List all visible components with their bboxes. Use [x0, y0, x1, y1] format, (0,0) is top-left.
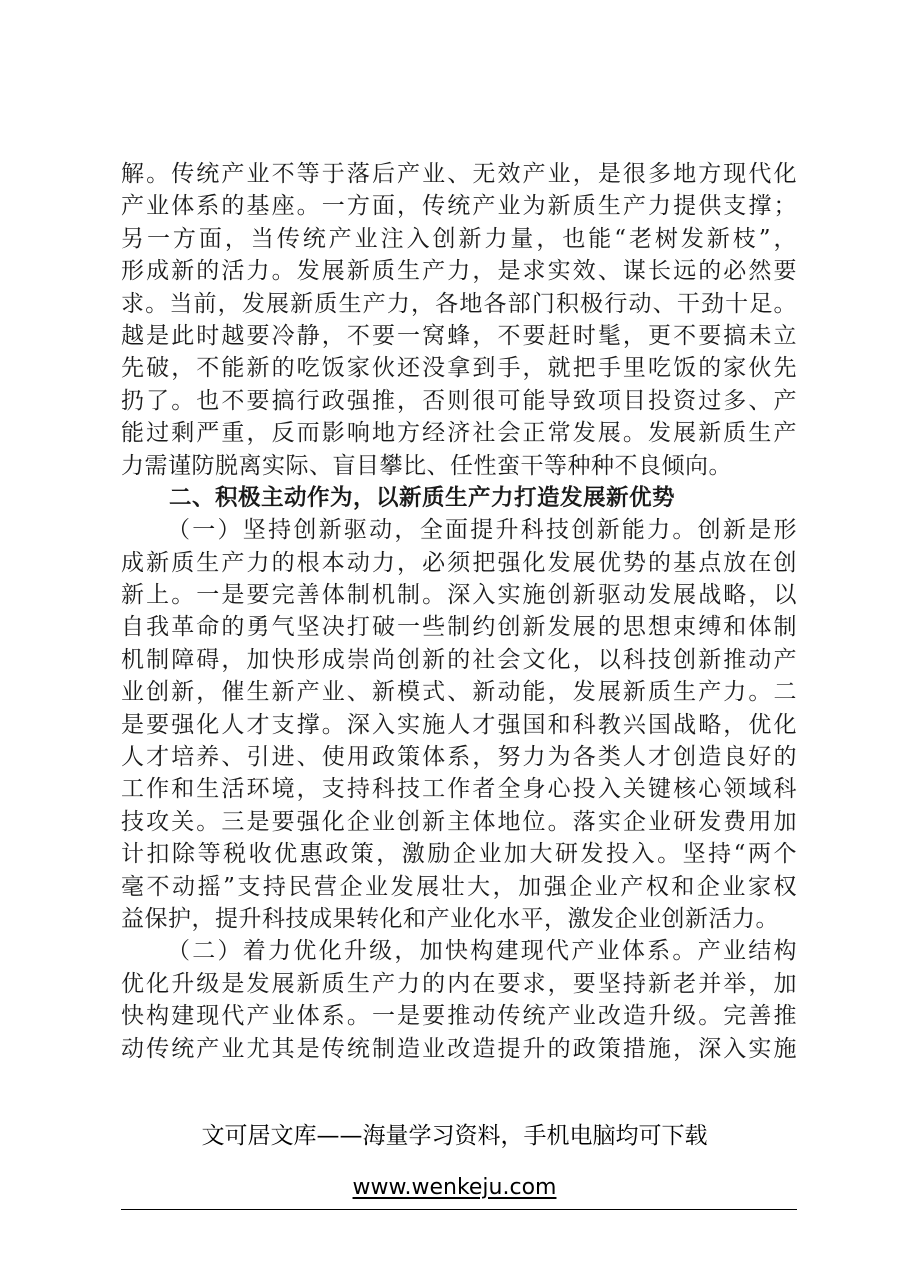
text-line: 动传统产业尤其是传统制造业改造提升的政策措施，深入实施: [121, 1035, 797, 1062]
text-line: 另一方面，当传统产业注入创新力量，也能“老树发新枝”，: [121, 225, 797, 252]
text-line: 扔了。也不要搞行政强推，否则很可能导致项目投资过多、产: [121, 387, 797, 414]
text-line: 毫不动摇”支持民营企业发展壮大，加强企业产权和企业家权: [121, 873, 797, 900]
section-heading: 二、积极主动作为，以新质生产力打造发展新优势: [169, 484, 676, 511]
text-line: 优化升级是发展新质生产力的内在要求，要坚持新老并举，加: [121, 970, 797, 997]
footer-divider: [121, 1209, 797, 1210]
text-line: 快构建现代产业体系。一是要推动传统产业改造升级。完善推: [121, 1003, 797, 1030]
text-line: 成新质生产力的根本动力，必须把强化发展优势的基点放在创: [121, 549, 797, 576]
text-line: 自我革命的勇气坚决打破一些制约创新发展的思想束缚和体制: [121, 614, 797, 641]
text-line: 技攻关。三是要强化企业创新主体地位。落实企业研发费用加: [121, 808, 797, 835]
text-line: 益保护，提升科技成果转化和产业化水平，激发企业创新活力。: [121, 905, 779, 932]
text-line: 越是此时越要冷静，不要一窝蜂，不要赶时髦，更不要搞未立: [121, 322, 797, 349]
text-line: 工作和生活环境，支持科技工作者全身心投入关键核心领域科: [121, 776, 797, 803]
text-line: 新上。一是要完善体制机制。深入实施创新驱动发展战略，以: [121, 582, 797, 609]
text-line: 产业体系的基座。一方面，传统产业为新质生产力提供支撑；: [121, 193, 797, 220]
text-line: 能过剩严重，反而影响地方经济社会正常发展。发展新质生产: [121, 420, 797, 447]
text-line: 业创新，催生新产业、新模式、新动能，发展新质生产力。二: [121, 679, 797, 706]
text-line: 力需谨防脱离实际、盲目攀比、任性蛮干等种种不良倾向。: [121, 452, 732, 479]
text-line: 求。当前，发展新质生产力，各地各部门积极行动、干劲十足。: [121, 290, 797, 317]
text-line: 是要强化人才支撑。深入实施人才强国和科教兴国战略，优化: [121, 711, 797, 738]
text-line: 机制障碍，加快形成崇尚创新的社会文化，以科技创新推动产: [121, 646, 797, 673]
text-line: 计扣除等税收优惠政策，激励企业加大研发投入。坚持“两个: [121, 841, 797, 868]
text-line: 形成新的活力。发展新质生产力，是求实效、谋长远的必然要: [121, 258, 797, 285]
text-line: 解。传统产业不等于落后产业、无效产业，是很多地方现代化: [121, 161, 797, 187]
body-text: [121, 158, 797, 1065]
footer-url-link[interactable]: www.wenkeju.com: [352, 1175, 557, 1200]
footer-title: 文可居文库——海量学习资料，手机电脑均可下载: [201, 1123, 708, 1149]
text-line: 人才培养、引进、使用政策体系，努力为各类人才创造良好的: [121, 744, 797, 771]
subsection-heading-line: （一）坚持创新驱动，全面提升科技创新能力。创新是形: [167, 517, 797, 544]
text-line: 先破，不能新的吃饭家伙还没拿到手，就把手里吃饭的家伙先: [121, 355, 797, 382]
subsection-heading-line: （二）着力优化升级，加快构建现代产业体系。产业结构: [167, 938, 797, 965]
